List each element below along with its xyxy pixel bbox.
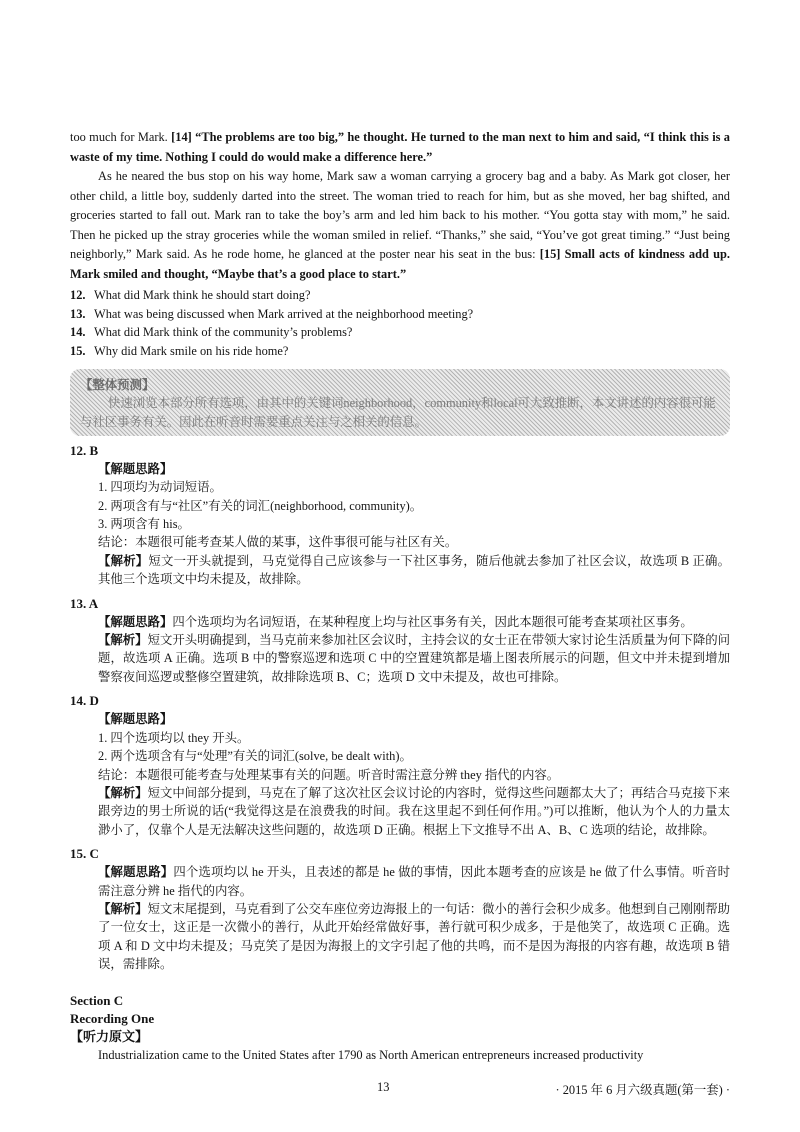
- bold-sentence-15: Small acts of kindness add up. Mark smiled and thought, “Maybe that’s a good place to start.”: [70, 247, 730, 281]
- page-number: 13: [377, 1080, 390, 1094]
- bold-sentence-14: “The problems are too big,” he thought. He turned to the man next to him and said, “I think this is a waste of my time. Nothing I could do would make a difference here.”: [70, 130, 731, 164]
- approach-line: 1. 四项均为动词短语。: [98, 480, 222, 495]
- answer-15: [70, 845, 730, 973]
- question-item: 13. What was being discussed when Mark arrived at the neighborhood meeting?: [70, 306, 474, 321]
- analysis: 【解析】短文中间部分提到，马克在了解了这次社区会议讨论的内容时，觉得这些问题都太大了；再结合马克接下来跟旁边的男士所说的话(“我觉得这是在浪费我的时间。我在这里起不到任何作用。”)可以推断，他认为个人的力量太渺小了，仅靠个人是无法解决这些问题的，故选项 D 正确。根据上下文推导不出 A、B、C 选项的结论，故排除。: [98, 785, 731, 837]
- answer-head: 15. C: [70, 846, 99, 862]
- answer-head: 13. A: [70, 595, 99, 611]
- marker-15: [15]: [539, 247, 561, 261]
- answer-head: 14. D: [70, 693, 99, 709]
- preview-title: 【整体预测】: [80, 377, 155, 392]
- passage-p1-start: too much for Mark.: [70, 130, 172, 144]
- passage-paragraph-2: [70, 167, 730, 284]
- answer-body: [70, 460, 730, 589]
- analysis: 【解析】短文一开头就提到，马克觉得自己应该参与一下社区事务，随后他就去参加了社区会议，故选项 B 正确。其他三个选项文中均未提及，故排除。: [98, 553, 731, 587]
- approach: 【解题思路】四个选项均为名词短语，在某种程度上均与社区事务有关，因此本题很可能考查某项社区事务。: [98, 614, 693, 629]
- source-label: · 2015 年 6 月六级真题(第一套) ·: [555, 1083, 730, 1097]
- approach-line: 3. 两项含有 his。: [98, 517, 190, 532]
- approach: 【解题思路】四个选项均以 he 开头，且表述的都是 he 做的事情，因此本题考查的应该是 he 做了什么事情。听音时需注意分辨 he 指代的内容。: [98, 865, 730, 898]
- section-c: [70, 992, 730, 1046]
- transcript-label: 【听力原文】: [70, 1028, 149, 1044]
- question-list: [70, 286, 730, 361]
- answer-body: [70, 863, 730, 973]
- approach-line: 2. 两个选项含有与“处理”有关的词汇(solve, be dealt with)。: [98, 749, 412, 764]
- question-item: 14. What did Mark think of the community’s problems?: [70, 325, 353, 340]
- analysis: 【解析】短文开头明确提到，当马克前来参加社区会议时，主持会议的女士正在带领大家讨论生活质量为何下降的问题，故选项 A 正确。选项 B 中的警察巡逻和选项 C 中的空置建筑都是墙上图表所展示的问题，但文中并未提到增加警察夜间巡逻或整修空置建筑，故排除选项 B、C；选项 D 文中未提及，故也可排除。: [98, 633, 731, 684]
- page-footer: [70, 1080, 730, 1100]
- page-content: [70, 128, 730, 1065]
- marker-14: [14]: [171, 130, 192, 144]
- overall-preview-box: [70, 369, 730, 436]
- transcript-text: Industrialization came to the United States after 1790 as North American entrepreneurs increased productivity: [98, 1047, 644, 1062]
- analysis: 【解析】短文末尾提到，马克看到了公交车座位旁边海报上的一句话：微小的善行会积少成多。他想到自己刚刚帮助了一位女士，这正是一次微小的善行，从此开始经常做好事，善行就可积少成多，于是他笑了，故选项 C 正确。选项 A 和 D 文中均未提及；马克笑了是因为海报上的文字引起了他的共鸣，而不是因为海报的内容有趣，故选项 B 错误，需排除。: [98, 901, 731, 972]
- approach-line: 2. 两项含有与“社区”有关的词汇(neighborhood, community)。: [98, 498, 423, 513]
- answer-14: [70, 692, 730, 839]
- answer-13: [70, 595, 730, 687]
- approach-label: 【解题思路】: [98, 461, 173, 476]
- answer-12: [70, 442, 730, 589]
- approach-line: 结论：本题很可能考查某人做的某事，这件事很可能与社区有关。: [98, 535, 458, 550]
- recording-title: Recording One: [70, 1010, 155, 1026]
- approach-label: 【解题思路】: [98, 712, 173, 727]
- approach-line: 结论：本题很可能考查与处理某事有关的问题。听音时需注意分辨 they 指代的内容。: [98, 767, 560, 782]
- question-item: 12. What did Mark think he should start doing?: [70, 288, 311, 302]
- approach-line: 1. 四个选项均以 they 开头。: [98, 730, 250, 745]
- answer-head: 12. B: [70, 442, 99, 458]
- answer-body: [70, 613, 730, 687]
- section-title: Section C: [70, 992, 124, 1008]
- passage-p2-text: As he neared the bus stop on his way home, Mark saw a woman carrying a grocery bag and a baby. As Mark got closer, her other child, a little boy, suddenly darted into the street. The woman tried to reach for him, but as she moved, her bag shifted, and groceries started to fall out. Mark ran to take the boy’s arm and led him back to his mother. “You gotta stay with mom,” he said. Then he picked up the stray groceries while the woman smiled in relief. “Thanks,” she said, “You’ve got great timing.” “Just being neighborly,” Mark said. As he rode home, he glanced at the poster near his seat in the bus:: [70, 169, 730, 261]
- passage-paragraph-1: [70, 128, 730, 167]
- question-item: 15. Why did Mark smile on his ride home?: [70, 344, 289, 359]
- answer-body: [70, 710, 730, 839]
- preview-body: 快速浏览本部分所有选项，由其中的关键词neighborhood，community和local可大致推断，本文讲述的内容很可能与社区事务有关。因此在听音时需要重点关注与之相关的信息。: [80, 395, 716, 429]
